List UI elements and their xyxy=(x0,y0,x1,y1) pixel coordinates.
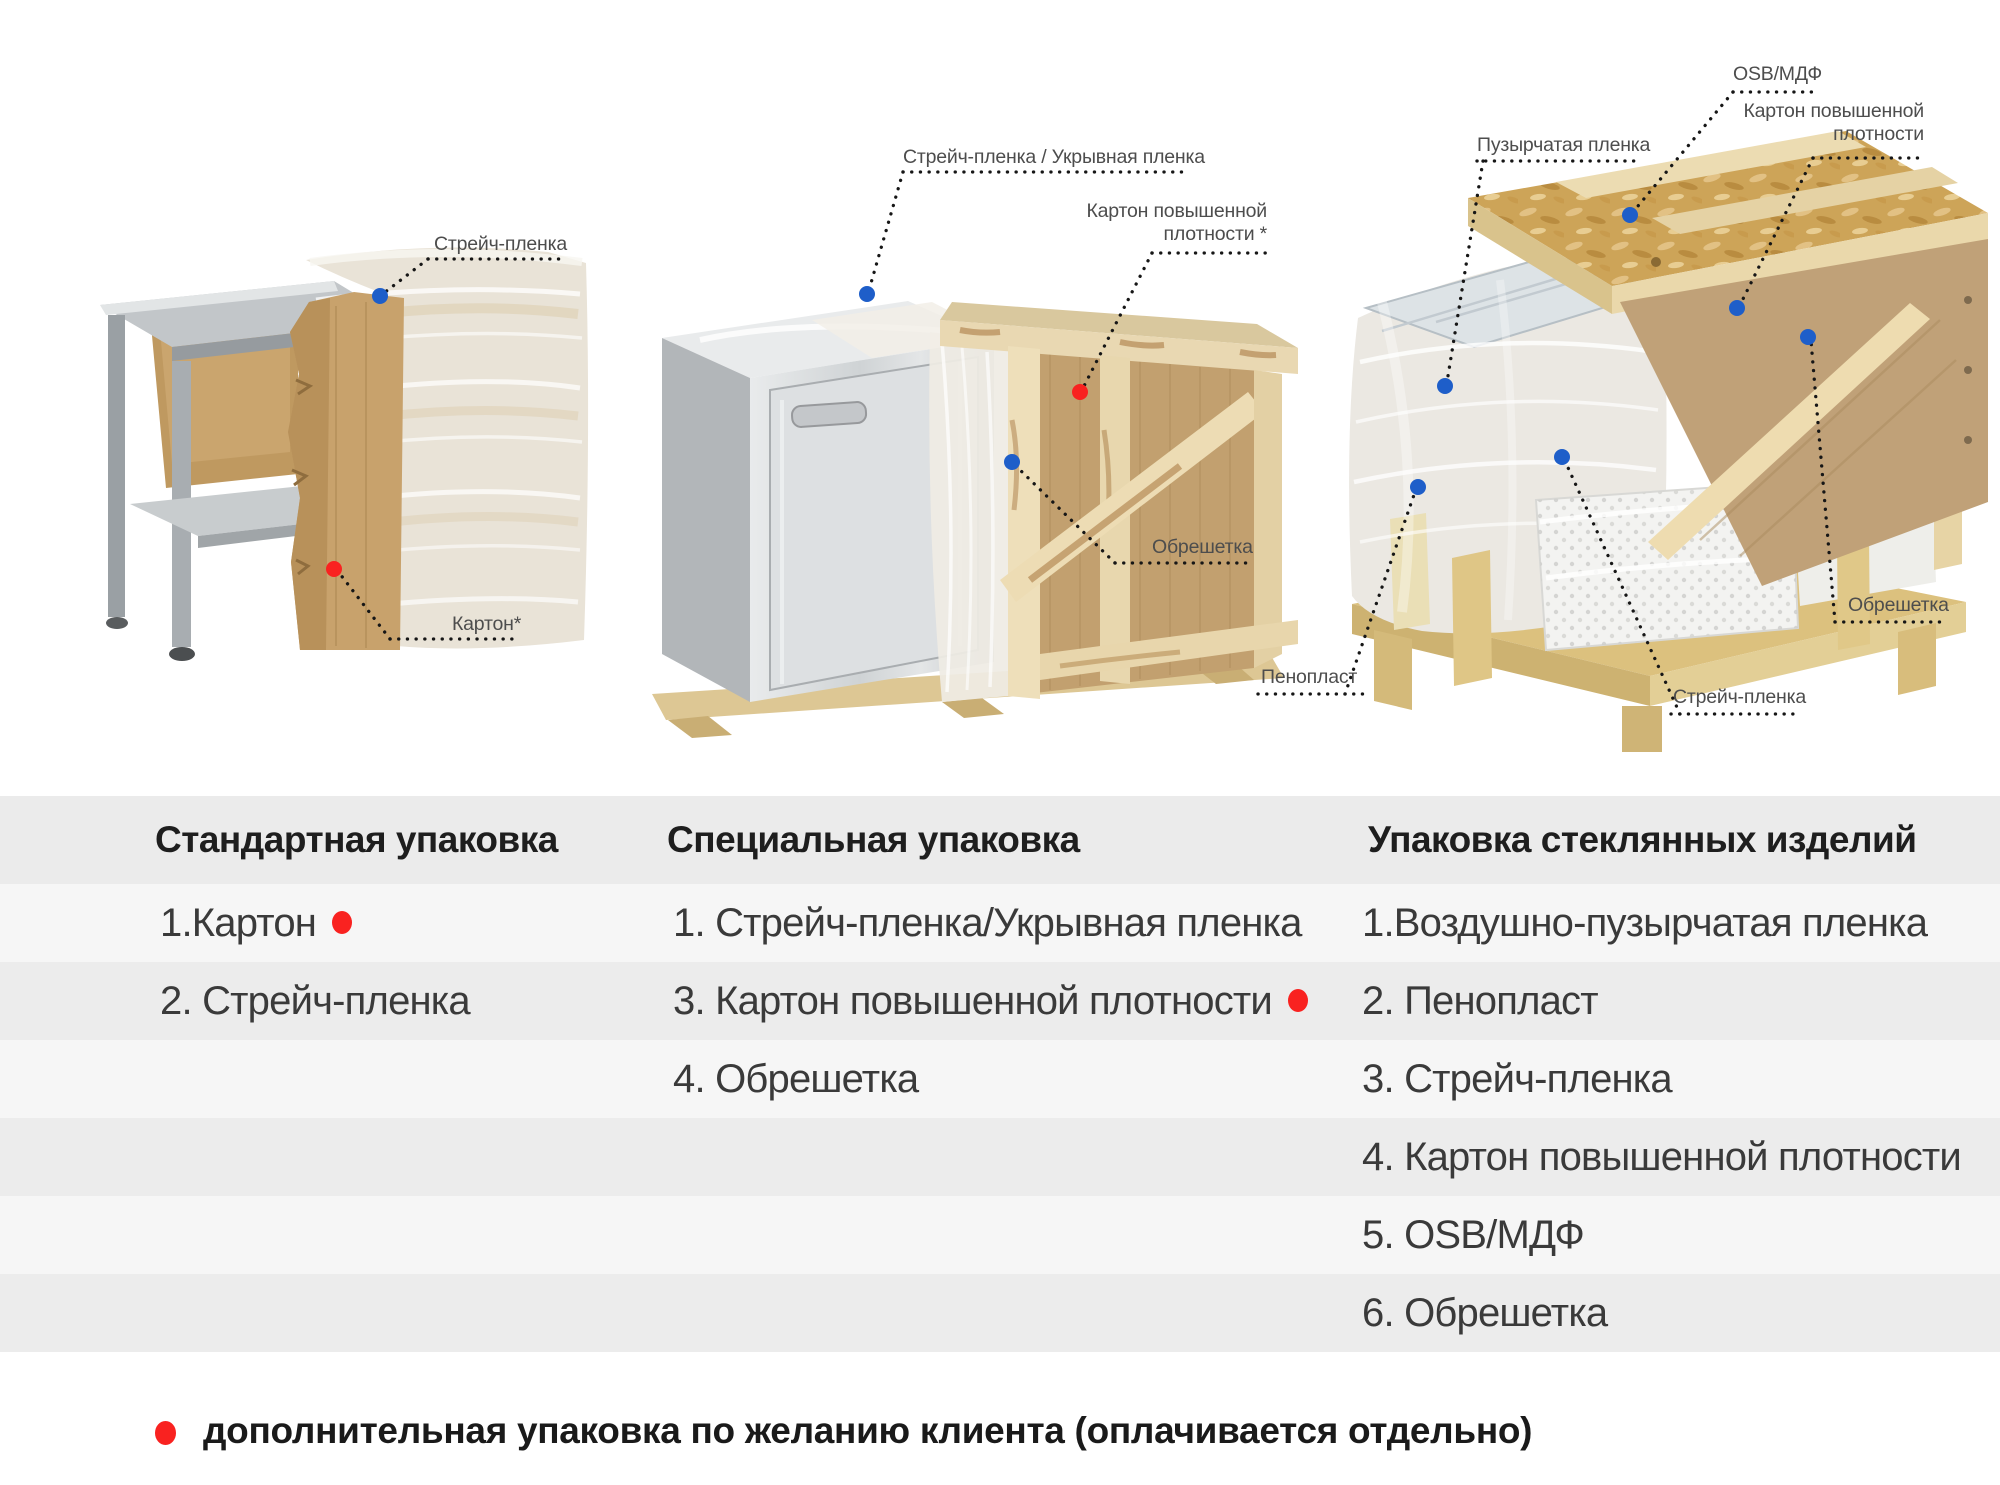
photo-standard-packaging xyxy=(100,248,588,662)
cell-glass-4-text: 4. Картон повышенной плотности xyxy=(1362,1135,1961,1179)
photo-glass-packaging xyxy=(1349,131,1988,752)
column-header-glass: Упаковка стеклянных изделий xyxy=(1368,819,1917,860)
callout-label-stretch-film-1: Стрейч-пленка xyxy=(433,233,567,255)
cell-glass-1-text: 1.Воздушно-пузырчатая пленка xyxy=(1362,901,1928,945)
leader-film-diagonal xyxy=(869,172,903,290)
callout-label-bubble-3: Пузырчатая пленка xyxy=(1477,134,1651,156)
photo-special-packaging xyxy=(652,301,1298,738)
cell-glass-1 xyxy=(1362,884,1927,962)
cell-glass-2-text: 2. Пенопласт xyxy=(1362,979,1598,1023)
table-row-5 xyxy=(0,1196,2000,1274)
marker-crate-2 xyxy=(1004,454,1020,470)
cell-glass-6-text: 6. Обрешетка xyxy=(1362,1291,1608,1335)
cell-special-1-text: 1. Стрейч-пленка/Укрывная пленка xyxy=(673,901,1302,945)
callout-label-cardboard-1: Картон* xyxy=(452,613,522,635)
cell-glass-2 xyxy=(1362,962,1598,1040)
cell-standard-2 xyxy=(160,962,470,1040)
marker-foam-3 xyxy=(1410,479,1426,495)
cell-special-3-text: 4. Обрешетка xyxy=(673,1057,919,1101)
callout-label-foam-3: Пенопласт xyxy=(1261,666,1358,688)
cell-special-2-text: 3. Картон повышенной плотности xyxy=(673,979,1272,1023)
marker-osb-3 xyxy=(1622,207,1638,223)
cell-standard-1 xyxy=(160,884,352,962)
callout-label-dense-cardboard-2 xyxy=(1020,200,1267,246)
cell-glass-3-text: 3. Стрейч-пленка xyxy=(1362,1057,1672,1101)
footnote-text: дополнительная упаковка по желанию клиента (оплачивается отдельно) xyxy=(203,1410,1533,1451)
marker-stretch-3 xyxy=(1554,449,1570,465)
callout-label-dense-cardboard-2-line2: плотности * xyxy=(1163,223,1267,245)
callout-label-stretch-3: Стрейч-пленка xyxy=(1673,686,1807,708)
column-header-standard: Стандартная упаковка xyxy=(155,819,558,860)
callout-label-film-2: Стрейч-пленка / Укрывная пленка xyxy=(903,146,1205,168)
cell-special-2 xyxy=(673,962,1308,1040)
marker-dense-cardboard-2 xyxy=(1072,384,1088,400)
cell-glass-4 xyxy=(1362,1118,1961,1196)
callout-label-dense-cardboard-3-line1: Картон повышенной xyxy=(1743,100,1924,122)
column-header-special: Специальная упаковка xyxy=(667,819,1080,860)
table-row-6 xyxy=(0,1274,2000,1352)
cell-glass-5 xyxy=(1362,1196,1584,1274)
marker-cardboard-1 xyxy=(326,561,342,577)
callout-label-crate-2: Обрешетка xyxy=(1152,536,1253,558)
cell-glass-5-text: 5. OSB/МДФ xyxy=(1362,1213,1585,1257)
cell-glass-6 xyxy=(1362,1274,1607,1352)
cell-standard-1-text: 1.Картон xyxy=(160,901,317,945)
marker-dense-cardboard-3 xyxy=(1729,300,1745,316)
marker-crate-3 xyxy=(1800,329,1816,345)
table-row-3 xyxy=(0,1040,2000,1118)
callout-label-crate-3: Обрешетка xyxy=(1848,594,1949,616)
cell-glass-3 xyxy=(1362,1040,1672,1118)
optional-packaging-dot xyxy=(332,911,352,934)
callout-label-osb-3: OSB/МДФ xyxy=(1733,63,1823,85)
optional-packaging-dot xyxy=(1288,989,1308,1012)
marker-stretch-film-1 xyxy=(372,288,388,304)
callout-label-dense-cardboard-3 xyxy=(1700,100,1924,146)
cell-standard-2-text: 2. Стрейч-пленка xyxy=(160,979,470,1023)
callout-label-dense-cardboard-2-line1: Картон повышенной xyxy=(1086,200,1267,222)
cell-special-1 xyxy=(673,884,1302,962)
marker-film-2 xyxy=(859,286,875,302)
callout-label-dense-cardboard-3-line2: плотности xyxy=(1833,123,1924,145)
footnote-dot xyxy=(155,1421,176,1445)
cell-special-3 xyxy=(673,1040,918,1118)
marker-bubble-3 xyxy=(1437,378,1453,394)
